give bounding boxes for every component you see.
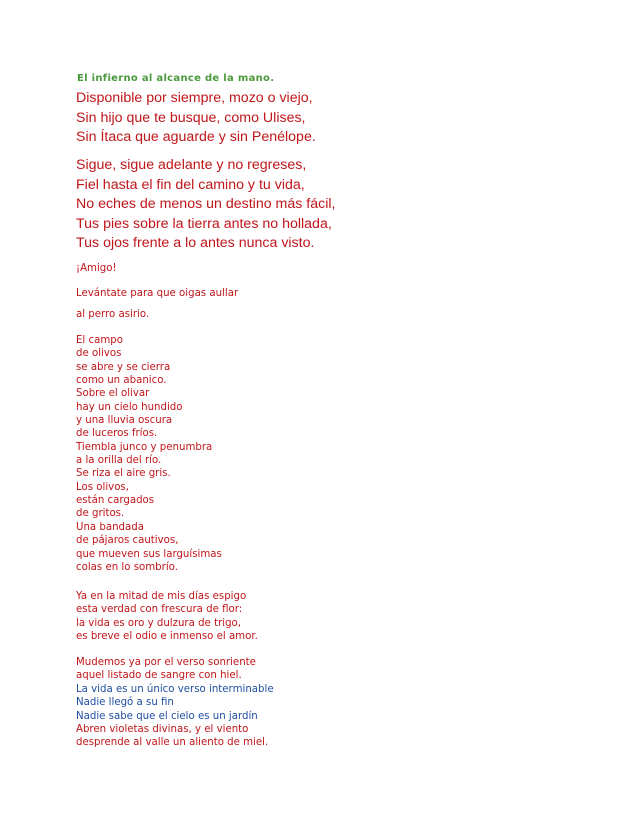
verse-line-blue: Nadie sabe que el cielo es un jardín	[76, 710, 258, 722]
verse-line: Mudemos ya por el verso sonriente	[76, 657, 256, 668]
document-title: El infierno al alcance de la mano.	[77, 73, 275, 84]
verse-line: como un abanico.	[76, 375, 167, 387]
verse-line: Sobre el olivar	[76, 388, 150, 400]
verse-line: están cargados	[76, 495, 155, 507]
verse-line: Una bandada	[76, 521, 144, 533]
verse-line: desprende al valle un aliento de miel.	[76, 737, 269, 749]
verse-line: de pájaros cautivos,	[76, 535, 179, 547]
stanza-1	[76, 89, 316, 148]
stanza-mudemos	[76, 656, 274, 750]
verse-line: colas en lo sombrío.	[76, 561, 178, 573]
verse-line: Tus pies sobre la tierra antes no hollada,	[76, 215, 332, 232]
verse-line: Se riza el aire gris.	[76, 468, 171, 480]
verse-line: Tiembla junco y penumbra	[76, 441, 213, 453]
verse-line: de gritos.	[76, 508, 125, 520]
verse-line: de luceros fríos.	[76, 428, 158, 440]
verse-line: esta verdad con frescura de flor:	[76, 604, 243, 616]
verse-line: Sigue, sigue adelante y no regreses,	[76, 157, 307, 173]
verse-line: Fiel hasta el fin del camino y tu vida,	[76, 176, 305, 193]
verse-line: a la orilla del río.	[76, 455, 162, 467]
verse-line: Levántate para que oigas aullar	[76, 288, 239, 299]
verse-line: la vida es oro y dulzura de trigo,	[76, 617, 242, 629]
stanza-2	[76, 156, 335, 254]
verse-line: Tus ojos frente a lo antes nunca visto.	[76, 235, 315, 251]
verse-line: Sin hijo que te busque, como Ulises,	[76, 109, 306, 126]
stanza-levantate	[76, 283, 238, 325]
stanza-mitad	[76, 590, 258, 644]
verse-line: aquel listado de sangre con hiel.	[76, 670, 242, 682]
verse-line-blue: La vida es un único verso interminable	[76, 683, 274, 695]
verse-line: de olivos	[76, 348, 122, 360]
verse-line: Los olivos,	[76, 481, 129, 493]
verse-line: y una lluvia oscura	[76, 415, 173, 427]
verse-line: que mueven sus larguísimas	[76, 548, 222, 560]
verse-line: No eches de menos un destino más fácil,	[76, 196, 336, 212]
verse-line: Disponible por siempre, mozo o viejo,	[76, 90, 313, 106]
verse-line: es breve el odio e inmenso el amor.	[76, 631, 258, 643]
verse-line: se abre y se cierra	[76, 361, 171, 373]
verse-line: Sin Ítaca que aguarde y sin Penélope.	[76, 129, 316, 145]
verse-line: Ya en la mitad de mis días espigo	[76, 591, 247, 602]
verse-line: El campo	[76, 335, 123, 346]
amigo-line: ¡Amigo!	[76, 263, 117, 274]
verse-line: Abren violetas divinas, y el viento	[76, 724, 249, 736]
verse-line-blue: Nadie llegó a su fin	[76, 697, 174, 709]
verse-line: al perro asirio.	[76, 309, 150, 320]
stanza-campo	[76, 334, 222, 574]
verse-line: hay un cielo hundido	[76, 401, 183, 413]
